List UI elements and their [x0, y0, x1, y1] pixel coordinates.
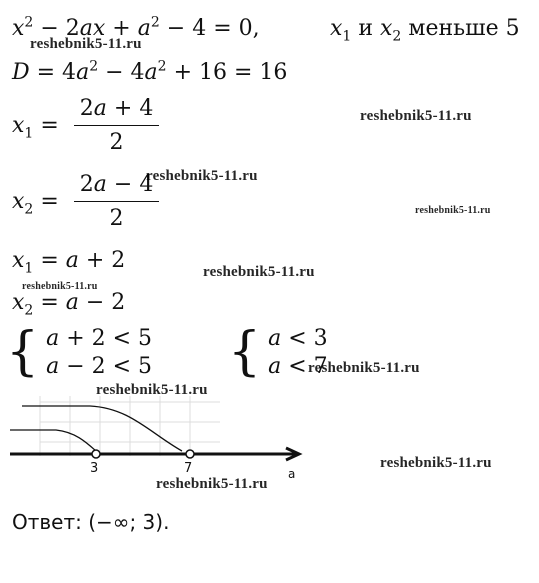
numerator-text: 2 [79, 96, 94, 121]
var-a: a [65, 290, 79, 315]
subscript: 2 [24, 201, 34, 218]
var-a: a [76, 60, 90, 85]
equals-sign: = [33, 248, 66, 273]
var-a: a [79, 16, 93, 41]
inequality-text: + 2 < 5 [59, 326, 153, 351]
x1-simplified [12, 248, 126, 277]
exponent: 2 [89, 58, 99, 75]
subscript: 2 [392, 28, 402, 45]
fraction-numerator [74, 96, 160, 126]
var-x: x [12, 290, 25, 315]
open-point-7 [186, 450, 194, 458]
x1-fraction-line [12, 96, 159, 156]
equation-text: + [105, 16, 138, 41]
var-a: a [46, 354, 60, 379]
numerator-text: − 4 [106, 172, 154, 197]
watermark-text: reshebnik5-11.ru [156, 476, 268, 492]
inequality-text: < 3 [281, 326, 328, 351]
var-a: a [65, 248, 79, 273]
fraction-denominator: 2 [109, 206, 124, 231]
watermark-text: reshebnik5-11.ru [22, 281, 98, 292]
equation-text: − 4 = 0, [159, 16, 260, 41]
var-x: x [330, 16, 343, 41]
var-x: x [12, 113, 25, 138]
subscript: 1 [342, 28, 352, 45]
axis-label-a: a [288, 467, 296, 481]
exponent: 2 [150, 14, 160, 31]
condition-word: и [351, 16, 380, 41]
condition-text [330, 16, 520, 45]
equation-text: − 2 [33, 16, 80, 41]
left-brace: { [6, 322, 40, 382]
inequality-text: < 7 [281, 354, 328, 379]
condition-word: меньше 5 [401, 16, 520, 41]
x2-simplified [12, 290, 126, 319]
x2-fraction-line [12, 172, 159, 232]
subscript: 1 [24, 260, 34, 277]
tick-label-3: 3 [90, 461, 99, 476]
equals-sign: = [33, 290, 66, 315]
var-x: x [92, 16, 106, 41]
var-d: D [12, 60, 30, 85]
var-a: a [46, 326, 60, 351]
system-line [268, 326, 328, 352]
left-brace: { [228, 322, 262, 382]
var-x: x [380, 16, 393, 41]
inequality-system-left [6, 322, 153, 382]
var-a: a [268, 326, 282, 351]
system-line [46, 354, 152, 380]
watermark-text: reshebnik5-11.ru [96, 382, 208, 398]
var-x: x [12, 16, 25, 41]
var-x: x [12, 189, 25, 214]
equation-text: + 2 [78, 248, 126, 273]
numerator-text: + 4 [106, 96, 154, 121]
equals-sign: = [33, 113, 59, 138]
watermark-text: reshebnik5-11.ru [146, 168, 258, 184]
fraction [74, 96, 160, 156]
watermark-text: reshebnik5-11.ru [308, 360, 420, 376]
grid-background [40, 396, 220, 456]
system-line [46, 326, 152, 352]
watermark-text: reshebnik5-11.ru [360, 108, 472, 124]
equation-text: − 4 [98, 60, 145, 85]
fraction-denominator: 2 [109, 130, 124, 155]
var-a: a [144, 60, 158, 85]
hatch-curve-a-less-3 [10, 430, 96, 451]
inequality-text: − 2 < 5 [59, 354, 153, 379]
equation-text: + 16 = 16 [166, 60, 288, 85]
discriminant-line [12, 60, 287, 86]
watermark-text: reshebnik5-11.ru [30, 36, 142, 52]
hatch-curve-a-less-7 [22, 406, 182, 451]
subscript: 2 [24, 302, 34, 319]
watermark-text: reshebnik5-11.ru [203, 264, 315, 280]
equals-sign: = [33, 189, 59, 214]
watermark-text: reshebnik5-11.ru [380, 455, 492, 471]
var-a: a [268, 354, 282, 379]
watermark-text: reshebnik5-11.ru [415, 205, 491, 216]
equation-text: = 4 [29, 60, 77, 85]
var-a: a [137, 16, 151, 41]
exponent: 2 [157, 58, 167, 75]
var-a: a [93, 96, 107, 121]
var-a: a [93, 172, 107, 197]
open-point-3 [92, 450, 100, 458]
system-lines [46, 326, 152, 380]
var-x: x [12, 248, 25, 273]
tick-label-7: 7 [184, 461, 193, 476]
numerator-text: 2 [79, 172, 94, 197]
equation-text: − 2 [78, 290, 126, 315]
answer-text: Ответ: (−∞; 3). [12, 510, 170, 534]
number-line-diagram [0, 388, 320, 488]
subscript: 1 [24, 125, 34, 142]
exponent: 2 [24, 14, 34, 31]
